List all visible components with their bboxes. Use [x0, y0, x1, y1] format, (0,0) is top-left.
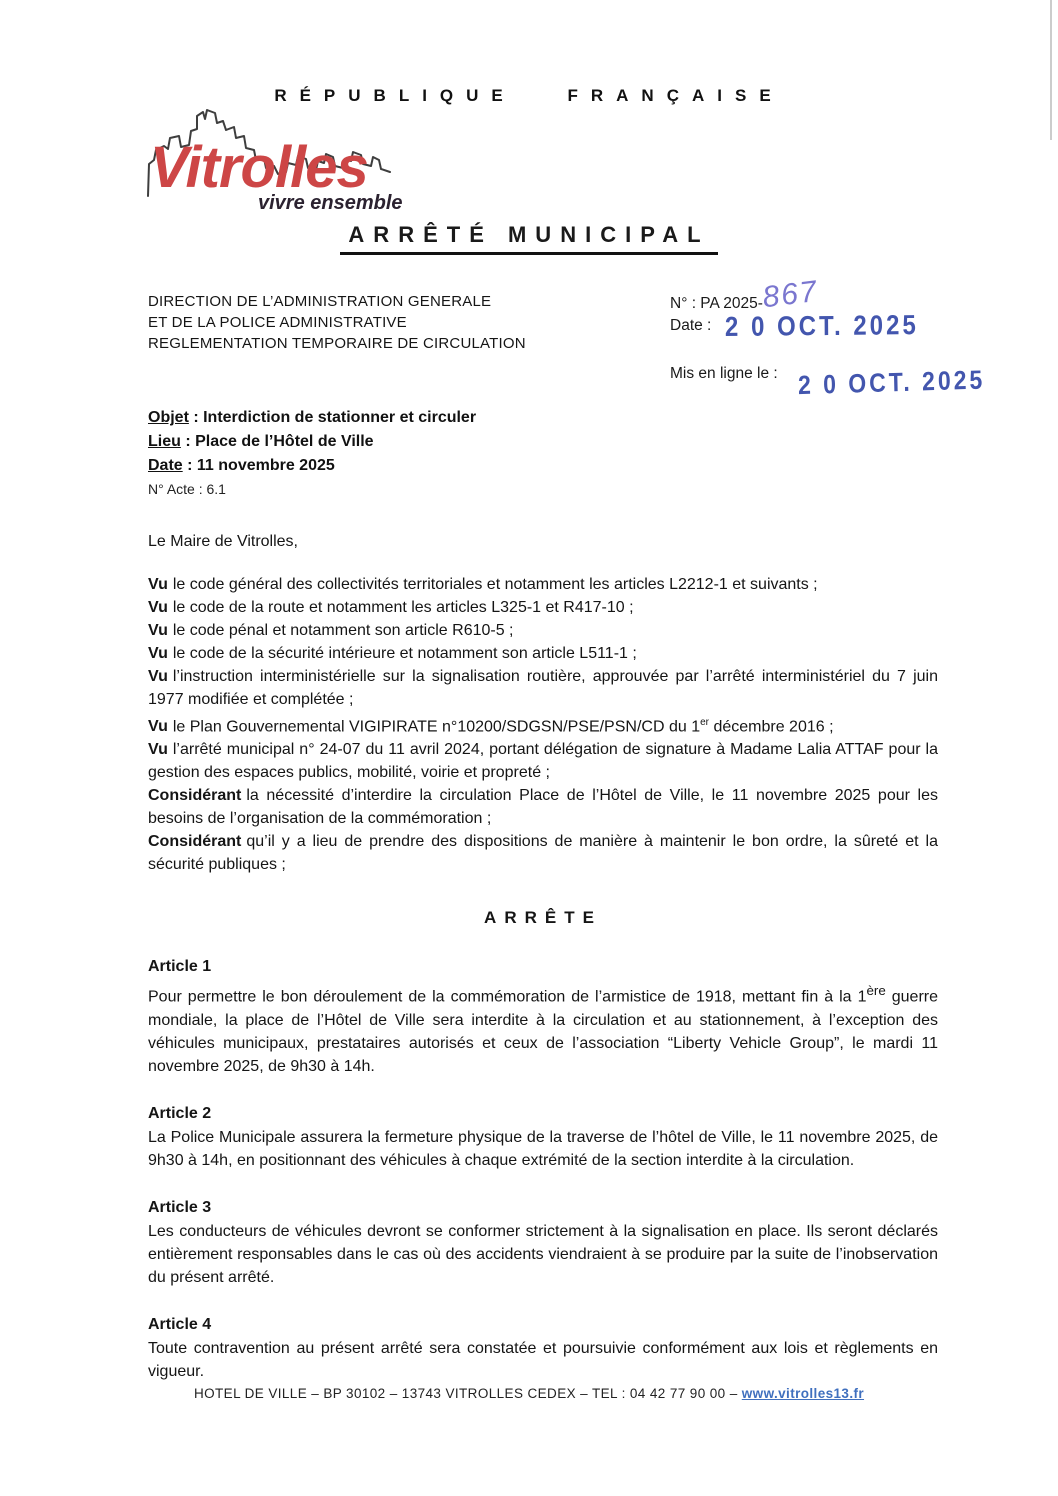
- article-text: Toute contravention au présent arrêté sera constatée et poursuivie conformément aux lois et règlements en vigueur.: [148, 1339, 938, 1380]
- clause-text: le Plan Gouvernemental VIGIPIRATE n°10200/SDGSN/PSE/PSN/CD du 1: [172, 718, 701, 736]
- scan-edge-artifact: [1050, 0, 1052, 140]
- article-4: [148, 1313, 938, 1383]
- lieu-label: Lieu: [148, 433, 181, 450]
- vu-clause: [148, 665, 938, 711]
- article-title: Article 3: [148, 1198, 212, 1216]
- article-1: [148, 955, 938, 1077]
- footer-website-link[interactable]: www.vitrolles13.fr: [741, 1386, 865, 1401]
- clause-lead: Vu: [148, 599, 168, 616]
- lieu-value: Place de l’Hôtel de Ville: [195, 433, 374, 450]
- document-body: [148, 530, 938, 1407]
- direction-line: REGLEMENTATION TEMPORAIRE DE CIRCULATION: [148, 335, 526, 352]
- article-title: Article 1: [148, 958, 212, 976]
- acte-number: N° Acte : 6.1: [148, 481, 226, 497]
- footer-address: HOTEL DE VILLE – BP 30102 – 13743 VITROLLES CEDEX – TEL : 04 42 77 90 00 –: [193, 1386, 742, 1401]
- date-line: [148, 454, 476, 478]
- clause-text: qu’il y a lieu de prendre des dispositions de manière à maintenir le bon ordre, la sûreté et la sécurité publiques ;: [148, 833, 938, 874]
- date-meta-label: Date: [148, 457, 183, 474]
- document-title-text: ARRÊTÉ MUNICIPAL: [340, 222, 717, 255]
- clause-lead: Vu: [148, 668, 168, 685]
- objet-line: [148, 406, 476, 430]
- article-3: [148, 1196, 938, 1289]
- clause-lead: Vu: [148, 645, 168, 662]
- date-meta-value: 11 novembre 2025: [196, 457, 335, 474]
- separator: :: [188, 409, 204, 426]
- ordinal-superscript: er: [700, 717, 709, 728]
- clause-text: décembre 2016 ;: [709, 718, 834, 736]
- clause-text: la nécessité d’interdire la circulation Place de l’Hôtel de Ville, le 11 novembre 2025 pour les besoins de l’organisation de la commémoration ;: [148, 787, 938, 828]
- separator: :: [180, 433, 196, 450]
- clause-text: l’arrêté municipal n° 24-07 du 11 avril 2024, portant délégation de signature à Madame Lalia ATTAF pour la gestion des espaces publics, mobilité, voirie et propreté ;: [148, 741, 938, 782]
- date-label: Date :: [670, 317, 712, 334]
- clause-lead: Vu: [148, 718, 168, 736]
- salutation: Le Maire de Vitrolles,: [148, 533, 298, 550]
- vitrolles-logo: [140, 100, 440, 220]
- clause-lead: Considérant: [148, 787, 242, 805]
- lieu-line: [148, 430, 476, 454]
- direction-line: ET DE LA POLICE ADMINISTRATIVE: [148, 314, 407, 331]
- footer: [0, 1386, 1058, 1401]
- article-text: [148, 979, 938, 1077]
- decree-number-label: N° : PA 2025-: [670, 295, 763, 312]
- arrete-heading: ARRÊTE: [484, 908, 602, 928]
- logo-wordmark: Vitrolles: [150, 135, 368, 200]
- subject-block: [148, 406, 476, 500]
- vu-clause: [148, 642, 938, 665]
- online-label: Mis en ligne le :: [670, 365, 778, 382]
- article-text: La Police Municipale assurera la fermeture physique de la traverse de l’hôtel de Ville, le 11 novembre 2025, de 9h30 à 14h, en positionnant des véhicules à chaque extrémité de la section interdite à la circulation.: [148, 1128, 938, 1169]
- objet-value: Interdiction de stationner et circuler: [203, 409, 477, 426]
- online-date-stamp: 2 0 OCT. 2025: [797, 364, 986, 400]
- date-stamp: 2 0 OCT. 2025: [724, 309, 919, 343]
- clause-lead: Considérant: [148, 833, 242, 851]
- issuing-direction-block: [148, 291, 526, 354]
- direction-line: DIRECTION DE L’ADMINISTRATION GENERALE: [148, 293, 492, 310]
- clause-text: le code de la sécurité intérieure et notamment son article L511-1 ;: [172, 645, 637, 662]
- article-text-part: Pour permettre le bon déroulement de la commémoration de l’armistice de 1918, mettant fin à la 1: [148, 988, 867, 1006]
- objet-label: Objet: [148, 409, 189, 426]
- logo-tagline: vivre ensemble: [258, 192, 403, 214]
- document-title: [0, 222, 1058, 255]
- clause-lead: Vu: [148, 576, 168, 593]
- clause-text: le code pénal et notamment son article R610-5 ;: [172, 622, 514, 639]
- article-title: Article 4: [148, 1315, 212, 1333]
- separator: :: [182, 457, 197, 474]
- decree-number-handwritten: 867: [760, 274, 821, 315]
- vu-clause: [148, 619, 938, 642]
- vu-clause: [148, 738, 938, 784]
- considerant-clause: [148, 784, 938, 830]
- clause-lead: Vu: [148, 741, 168, 759]
- ordinal-superscript: ère: [866, 983, 886, 999]
- clause-text: le code de la route et notamment les articles L325-1 et R417-10 ;: [172, 599, 634, 616]
- article-title: Article 2: [148, 1104, 212, 1122]
- vu-clause: [148, 711, 938, 738]
- clause-text: l’instruction interministérielle sur la signalisation routière, approuvée par l’arrêté interministériel du 7 juin 1977 modifiée et complétée ;: [148, 668, 938, 708]
- article-text-part: guerre mondiale, la place de l’Hôtel de Ville sera interdite à la circulation et au stationnement, à l’exception des véhicules municipaux, prestataires autorisés et ceux de l’association “Liberty Vehicle Group”, le mardi 11 novembre 2025, de 9h30 à 14h.: [148, 988, 938, 1075]
- considerant-clause: [148, 830, 938, 876]
- clause-lead: Vu: [148, 622, 168, 639]
- reference-block: [670, 274, 1000, 400]
- vu-clause: [148, 596, 938, 619]
- vu-clause: [148, 573, 938, 596]
- article-text: Les conducteurs de véhicules devront se conformer strictement à la signalisation en place. Ils seront déclarés entièrement responsables dans le cas où des accidents viendraient à se produire par la suite de l’inobservation du présent arrêté.: [148, 1222, 938, 1286]
- republique-heading: RÉPUBLIQUE FRANÇAISE: [274, 86, 784, 105]
- clause-text: le code général des collectivités territoriales et notamment les articles L2212-1 et suivants ;: [172, 576, 818, 593]
- article-2: [148, 1102, 938, 1172]
